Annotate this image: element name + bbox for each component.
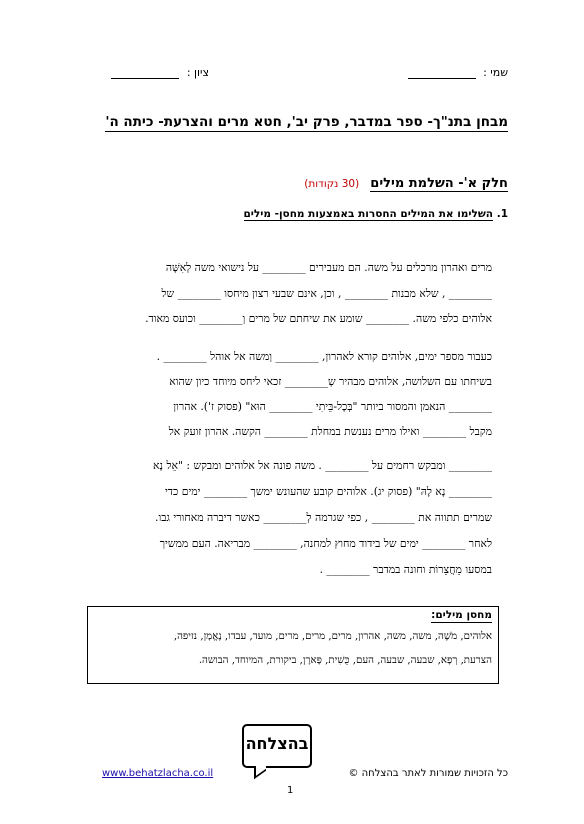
paragraph2-line: ________ ומבקש רחמים על ________ . משה פונה אל אלוהים ומבקש : "אֵל נָא [153,459,492,472]
word-bank-title: מחסן מילים: [431,609,492,621]
section-title: חלק א'- השלמת מילים [370,176,508,191]
name-field [408,66,508,79]
paragraph2-line: מקבל ________ ואילו מרים נענשת במחלת ________ הקשה. אהרון זועק אל [168,425,492,438]
footer-copyright: כל הזכויות שמורות לאתר בהצלחה © [348,768,508,779]
question-instruction [244,208,509,220]
question-text: השלימו את המילים החסרות באמצעות מחסן- מילים [243,208,494,220]
name-label: שמי : [483,66,508,79]
page-title: מבחן בתנ"ך- ספר במדבר, פרק יב', חטא מרים והצרעת- כיתה ה' [105,114,508,130]
page-number: 1 [287,785,294,796]
paragraph2-line: ________ נָא לָהּ" (פסוק יג). אלוהים קובע שהעונש ימשך ________ ימים כדי [164,485,492,498]
logo-text: בהצלחה [245,734,309,753]
behatzlacha-logo [242,724,312,768]
paragraph2-line: כעבור מספר ימים, אלוהים קורא לאהרון, ________ וְמשה אל אוהל ________ . [156,350,492,363]
grade-input-line[interactable] [111,66,179,79]
paragraph2-line: ________ הנאמן והמסור ביותר "בְּכָל-בֵּיתִי ________ הוּא" (פסוק ז'). אהרון [173,400,492,413]
paragraph2-line: לאחר ________ ימים של בידוד מחוץ למחנה, ________ מבריאה. העם ממשיך [159,537,492,550]
paragraph2-line: שמרים תתווה את ________ , כפי שגרמה לְ________ כאשר דיברה מאחורי גבו. [155,511,492,524]
paragraph2-line: במסעו מֵחֲצֵרוֹת וחונה במדבר ________ . [319,563,492,576]
footer-site-link[interactable]: www.behatzlacha.co.il [102,768,214,779]
question-number: 1. [496,208,508,220]
word-bank-box [87,606,499,684]
paragraph1-line: ________ , שלא מבנות ________ , וכן, אינם שבעי רצון מיחסו ________ של [161,287,492,300]
word-bank-line: הצרעת, רְפָא, שבעה, שבעה, העם, כֻּשִׁית, פָּארָן, ביקורת, המיוחד, הבושה. [198,655,492,666]
word-bank-line: אלוהים, מֹשֶׁה, משה, משה, אהרון, מרים, מרים, מרים, מועד, עבדו, נֶאֱמָן, נזיפה, [173,631,492,642]
speech-bubble-tail-icon [254,759,266,779]
name-input-line[interactable] [408,66,476,79]
paragraph1-line: מרים ואהרון מרכלים על משה. הם מעבירים ________ על נישואי משה לְאִשָּׁה [165,261,492,274]
paragraph1-line: אלוהים כלפי משה. ________ שומע את שיחתם של מרים וְ________ וכועס מאוד. [145,312,492,325]
section-points: (30 נקודות) [304,178,360,190]
grade-field [111,66,209,79]
grade-label: ציון : [186,66,209,79]
section-heading [304,172,508,192]
paragraph2-line: בשיחתו עם השלושה, אלוהים מבהיר שְ________ זכאי ליחס מיוחד כיון שהוא [169,375,492,388]
